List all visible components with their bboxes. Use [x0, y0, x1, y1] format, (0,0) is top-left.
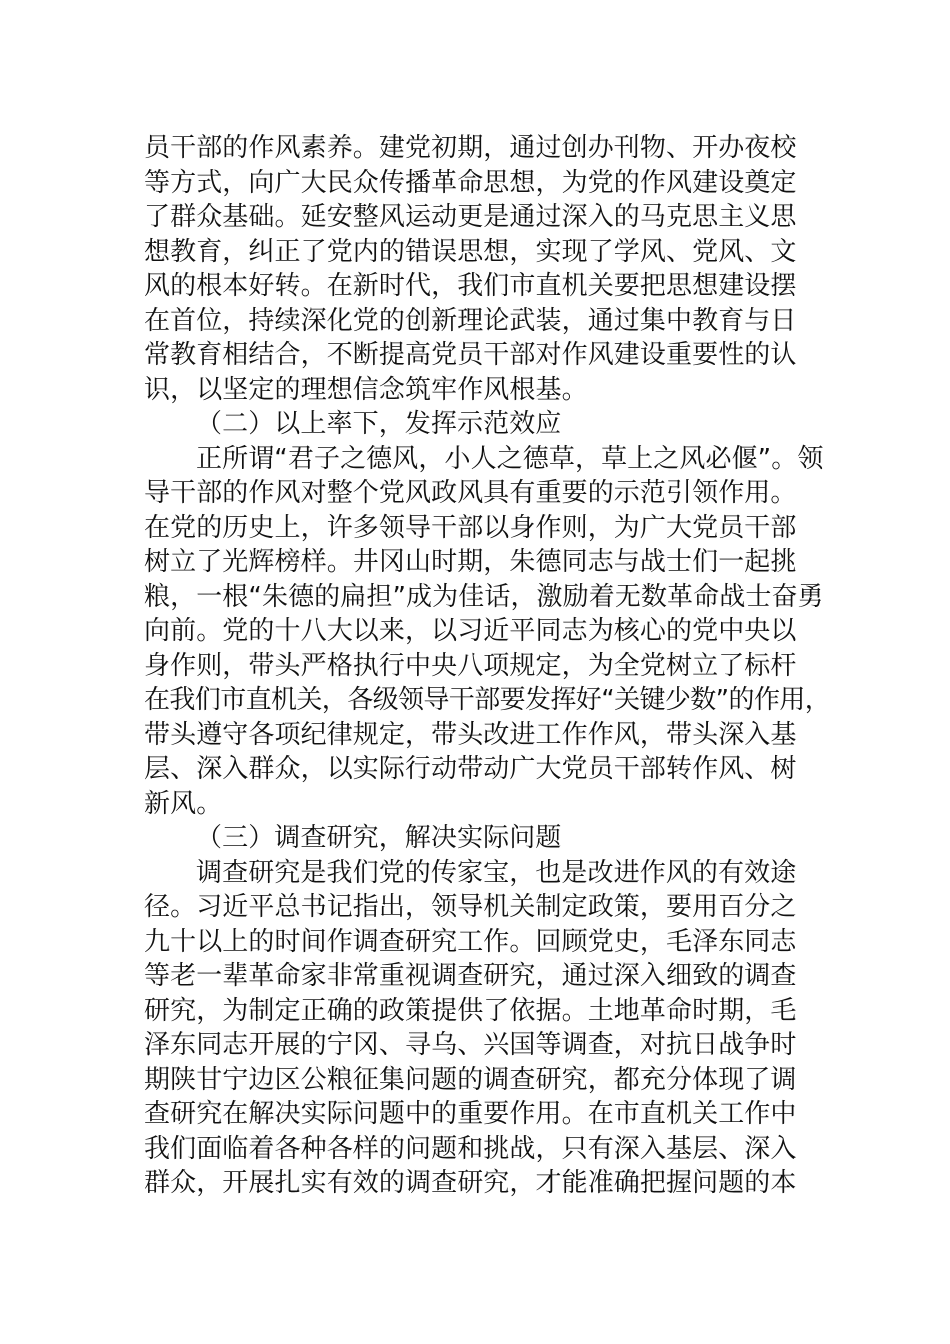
body-text-line: 等老一辈革命家非常重视调查研究，通过深入细致的调查: [144, 961, 797, 991]
body-text-line: 了群众基础。延安整风运动更是通过深入的马克思主义思: [144, 202, 797, 232]
body-text-line: 径。习近平总书记指出，领导机关制定政策，要用百分之: [144, 892, 797, 922]
body-text-line: 正所谓“君子之德风，小人之德草，草上之风必偃”。领: [196, 443, 824, 474]
body-text-line: 新风。: [144, 788, 223, 819]
body-text-line: 员干部的作风素养。建党初期，通过创办刊物、开办夜校: [144, 133, 797, 163]
body-text-line: 在我们市直机关，各级领导干部要发挥好“关键少数”的作用，: [144, 685, 831, 715]
body-text-line: 身作则，带头严格执行中央八项规定，为全党树立了标杆: [144, 650, 797, 681]
body-text-line: 查研究在解决实际问题中的重要作用。在市直机关工作中: [144, 1099, 797, 1129]
body-text-line: 带头遵守各项纪律规定，带头改进工作作风，带头深入基: [144, 719, 797, 750]
body-text-line: 常教育相结合，不断提高党员干部对作风建设重要性的认: [144, 340, 797, 370]
body-text-line: 研究，为制定正确的政策提供了依据。土地革命时期，毛: [144, 995, 797, 1026]
body-text-line: 九十以上的时间作调查研究工作。回顾党史，毛泽东同志: [144, 926, 797, 957]
body-text-line: 群众，开展扎实有效的调查研究，才能准确把握问题的本: [144, 1168, 797, 1198]
body-text-line: 在首位，持续深化党的创新理论武装，通过集中教育与日: [144, 305, 797, 336]
body-text-line: 想教育，纠正了党内的错误思想，实现了学风、党风、文: [144, 236, 797, 267]
body-text-line: 期陕甘宁边区公粮征集问题的调查研究，都充分体现了调: [144, 1064, 797, 1095]
body-text-line: 等方式，向广大民众传播革命思想，为党的作风建设奠定: [144, 167, 797, 198]
body-text-line: 导干部的作风对整个党风政风具有重要的示范引领作用。: [144, 478, 797, 508]
body-text-line: 向前。党的十八大以来，以习近平同志为核心的党中央以: [144, 616, 797, 646]
body-text-line: 识，以坚定的理想信念筑牢作风根基。: [144, 374, 588, 405]
body-text-line: 粮，一根“朱德的扁担”成为佳话，激励着无数革命战士奋勇: [144, 581, 824, 612]
body-text-line: 风的根本好转。在新时代，我们市直机关要把思想建设摆: [144, 271, 797, 301]
body-text-line: 层、深入群众，以实际行动带动广大党员干部转作风、树: [144, 754, 797, 784]
body-text-line: 在党的历史上，许多领导干部以身作则，为广大党员干部: [144, 512, 797, 543]
body-text-line: 泽东同志开展的宁冈、寻乌、兴国等调查，对抗日战争时: [144, 1030, 797, 1060]
section-heading-3: （三）调查研究，解决实际问题: [196, 823, 562, 853]
body-text-line: 树立了光辉榜样。井冈山时期，朱德同志与战士们一起挑: [144, 547, 797, 577]
body-text-line: 我们面临着各种各样的问题和挑战，只有深入基层、深入: [144, 1133, 797, 1164]
body-text-line: 调查研究是我们党的传家宝，也是改进作风的有效途: [196, 857, 797, 888]
section-heading-2: （二）以上率下，发挥示范效应: [196, 409, 562, 439]
